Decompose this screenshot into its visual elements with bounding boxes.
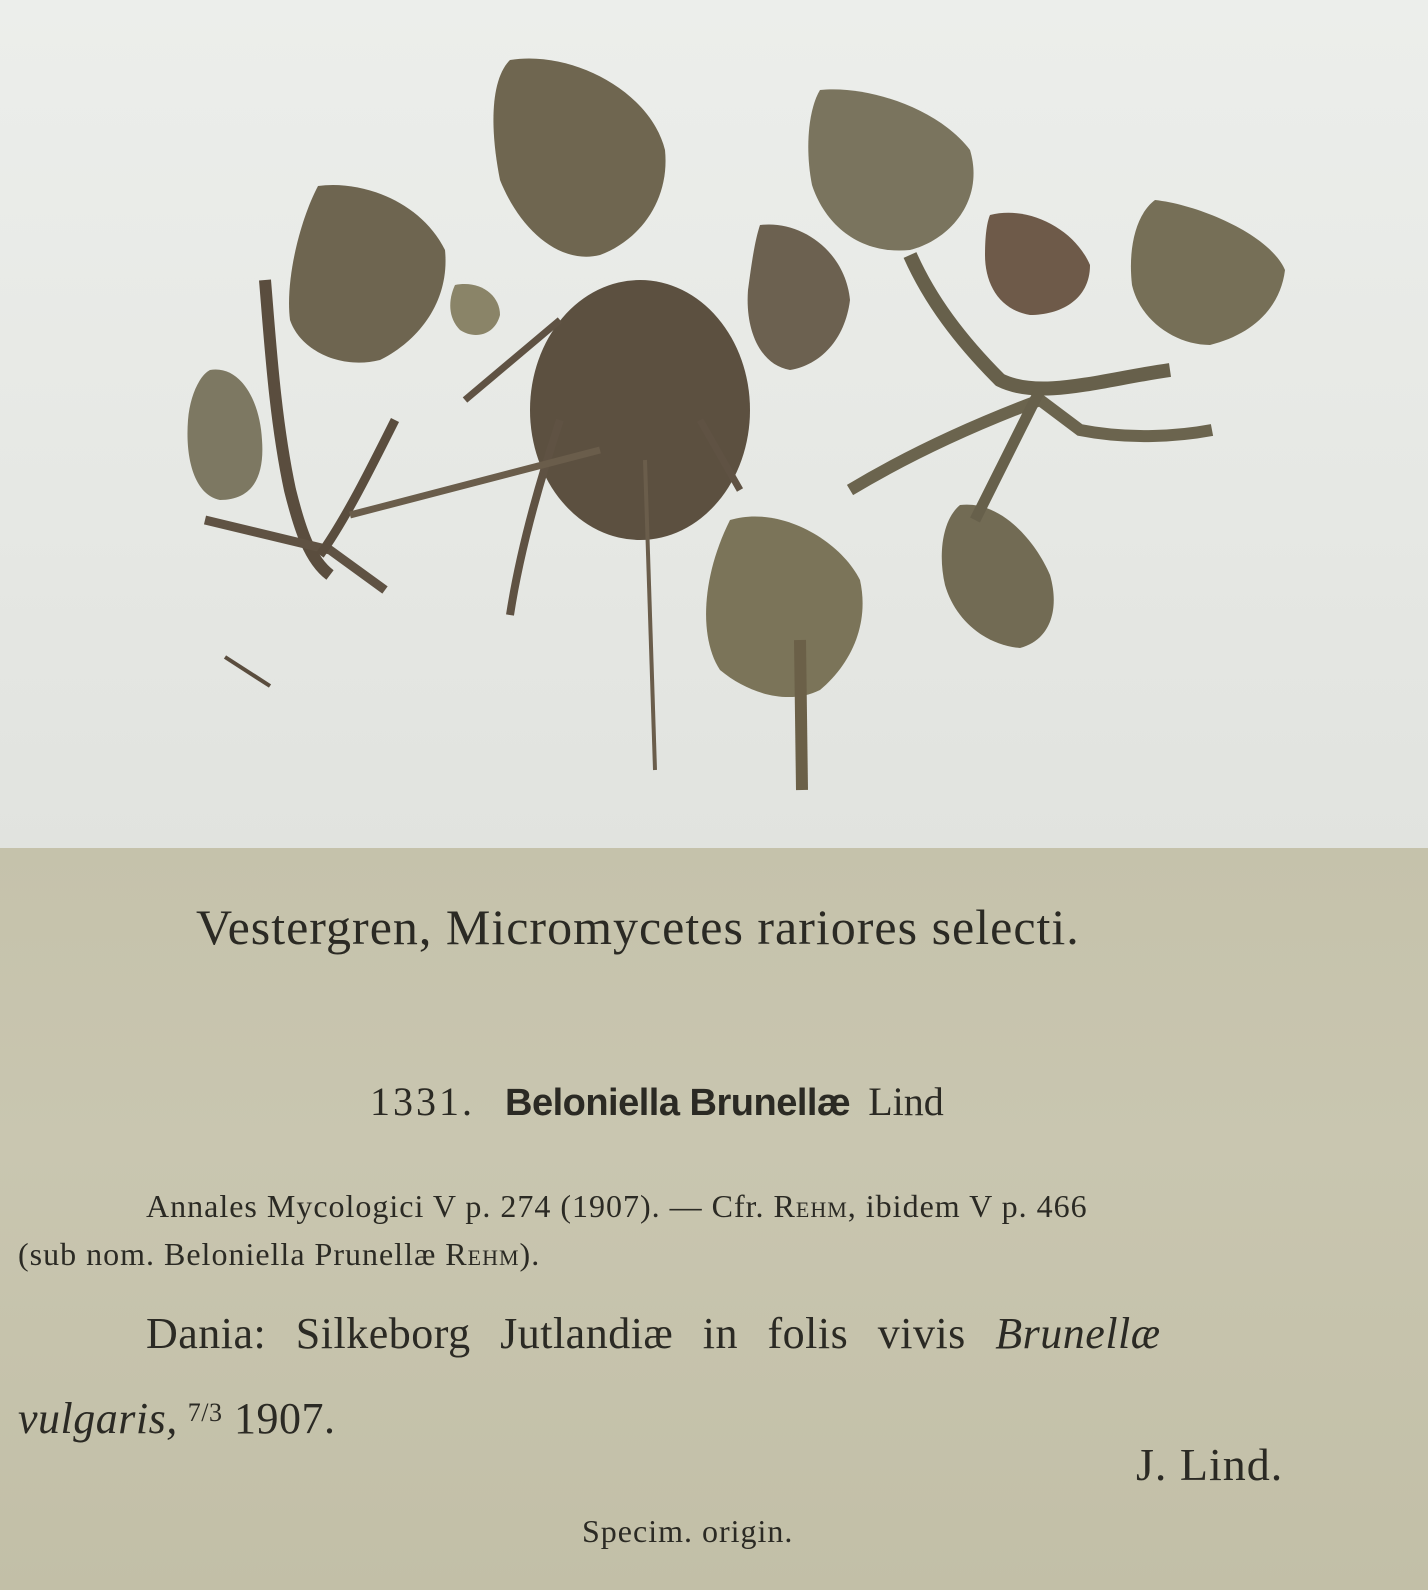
collector: J. Lind. bbox=[1136, 1439, 1284, 1490]
leaf bbox=[493, 58, 665, 256]
leaf bbox=[450, 284, 500, 335]
series-title: Vestergren, Micromycetes rariores selecti. bbox=[196, 899, 1080, 955]
leaf bbox=[748, 224, 850, 370]
citation-part-1: Annales Mycologici V p. 274 (1907). — Cfr. bbox=[146, 1188, 765, 1224]
exsiccata-number: 1331. bbox=[370, 1079, 475, 1124]
citation-part-3: (sub nom. Beloniella Prunellæ bbox=[18, 1236, 437, 1272]
host-species: vulgaris, bbox=[18, 1394, 178, 1443]
leaf bbox=[289, 185, 446, 363]
citation-line-2 bbox=[18, 1236, 540, 1273]
locality-line-2 bbox=[18, 1393, 335, 1444]
citation-part-2: , ibidem V p. 466 bbox=[847, 1188, 1088, 1224]
stem bbox=[225, 657, 270, 686]
stem bbox=[800, 640, 802, 790]
host-genus: Brunellæ bbox=[995, 1309, 1161, 1358]
citation-part-4: ). bbox=[519, 1236, 541, 1272]
stem bbox=[320, 420, 395, 555]
specimen-left bbox=[187, 185, 445, 686]
leaf bbox=[985, 213, 1090, 315]
collection-year: 1907. bbox=[233, 1394, 336, 1443]
citation-rehm-2: Rehm bbox=[445, 1236, 520, 1272]
locality-line-1 bbox=[146, 1308, 1161, 1359]
stem bbox=[205, 520, 385, 590]
species-heading bbox=[370, 1078, 944, 1125]
root bbox=[510, 420, 560, 615]
species-name: Beloniella Brunellæ bbox=[505, 1082, 851, 1124]
locality-text: Dania: Silkeborg Jutlandiæ in folis vivis bbox=[146, 1309, 966, 1358]
citation-rehm-1: Rehm bbox=[773, 1188, 848, 1224]
citation-line-1 bbox=[146, 1188, 1088, 1225]
leaf bbox=[942, 505, 1054, 648]
leaf bbox=[187, 370, 262, 500]
leaf bbox=[808, 89, 973, 250]
herbarium-label bbox=[0, 848, 1428, 1590]
leaf bbox=[706, 516, 863, 697]
species-author: Lind bbox=[868, 1079, 944, 1124]
specimen-right bbox=[808, 89, 1285, 648]
specimen-note: Specim. origin. bbox=[582, 1513, 794, 1549]
root-mass bbox=[530, 280, 750, 540]
collection-date: 7/3 bbox=[187, 1398, 223, 1427]
specimen-small bbox=[706, 516, 863, 790]
leaf bbox=[1131, 200, 1285, 345]
